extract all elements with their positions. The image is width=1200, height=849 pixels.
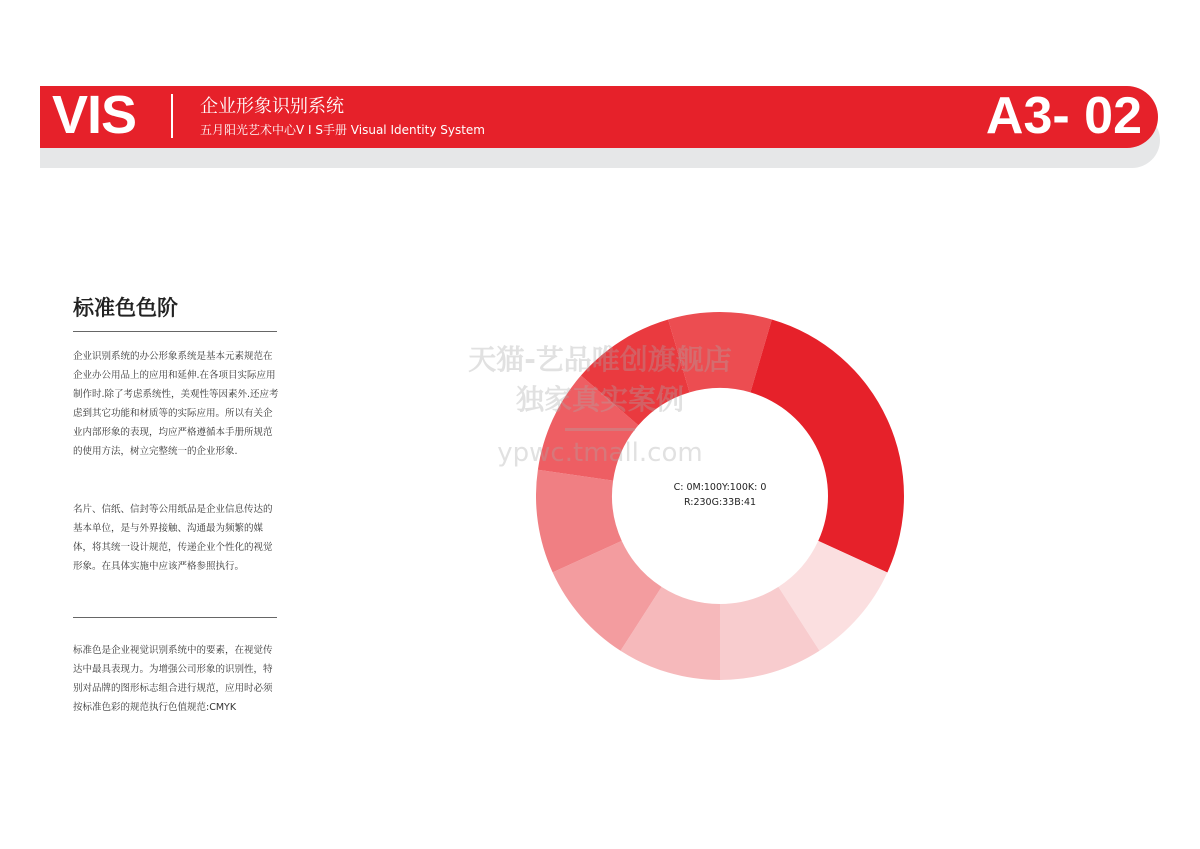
title-rule: [73, 331, 277, 332]
color-value-label: [640, 480, 800, 510]
cmyk-value: C: 0M:100Y:100K: 0: [673, 482, 767, 493]
paragraph-stationery: 名片、信纸、信封等公用纸品是企业信息传达的基本单位，是与外界接触、沟通最为频繁的媒体，将其统一设计规范，传递企业个性化的视觉形象。在具体实施中应该严格参照执行。: [73, 504, 273, 572]
paragraph-office-system: 企业识别系统的办公形象系统是基本元素规范在企业办公用品上的应用和延伸.在各项目实际应用制作时.除了考虑系统性，美观性等因素外.还应考虑到其它功能和材质等的实际应用。所以有关企业内部形象的表现，均应严格遵循本手册所规范的使用方法，树立完整统一的企业形象.: [73, 351, 279, 457]
header-subtitle: 五月阳光艺术中心V I S手册 Visual Identity System: [200, 123, 486, 137]
paragraph-standard-color: 标准色是企业视觉识别系统中的要素，在视觉传达中最具表现力。为增强公司形象的识别性，特别对品牌的图形标志组合进行规范，应用时必须按标准色彩的规范执行色值规范:CMYK: [73, 645, 273, 713]
watermark-line-3: ypwc.tmall.com: [497, 438, 703, 468]
page-code: A3- 02: [985, 87, 1142, 145]
watermark-line-2: 独家真实案例: [515, 383, 684, 416]
section-rule: [73, 617, 277, 618]
header-title: 企业形象识别系统: [200, 96, 344, 117]
watermark-line-1: 天猫-艺品唯创旗舰店: [468, 343, 732, 376]
tint-segment-100: [750, 319, 904, 572]
vis-logo: VIS: [52, 85, 137, 145]
section-title: 标准色色阶: [73, 296, 178, 320]
header-divider: [171, 94, 173, 138]
rgb-value: R:230G:33B:41: [683, 497, 757, 508]
